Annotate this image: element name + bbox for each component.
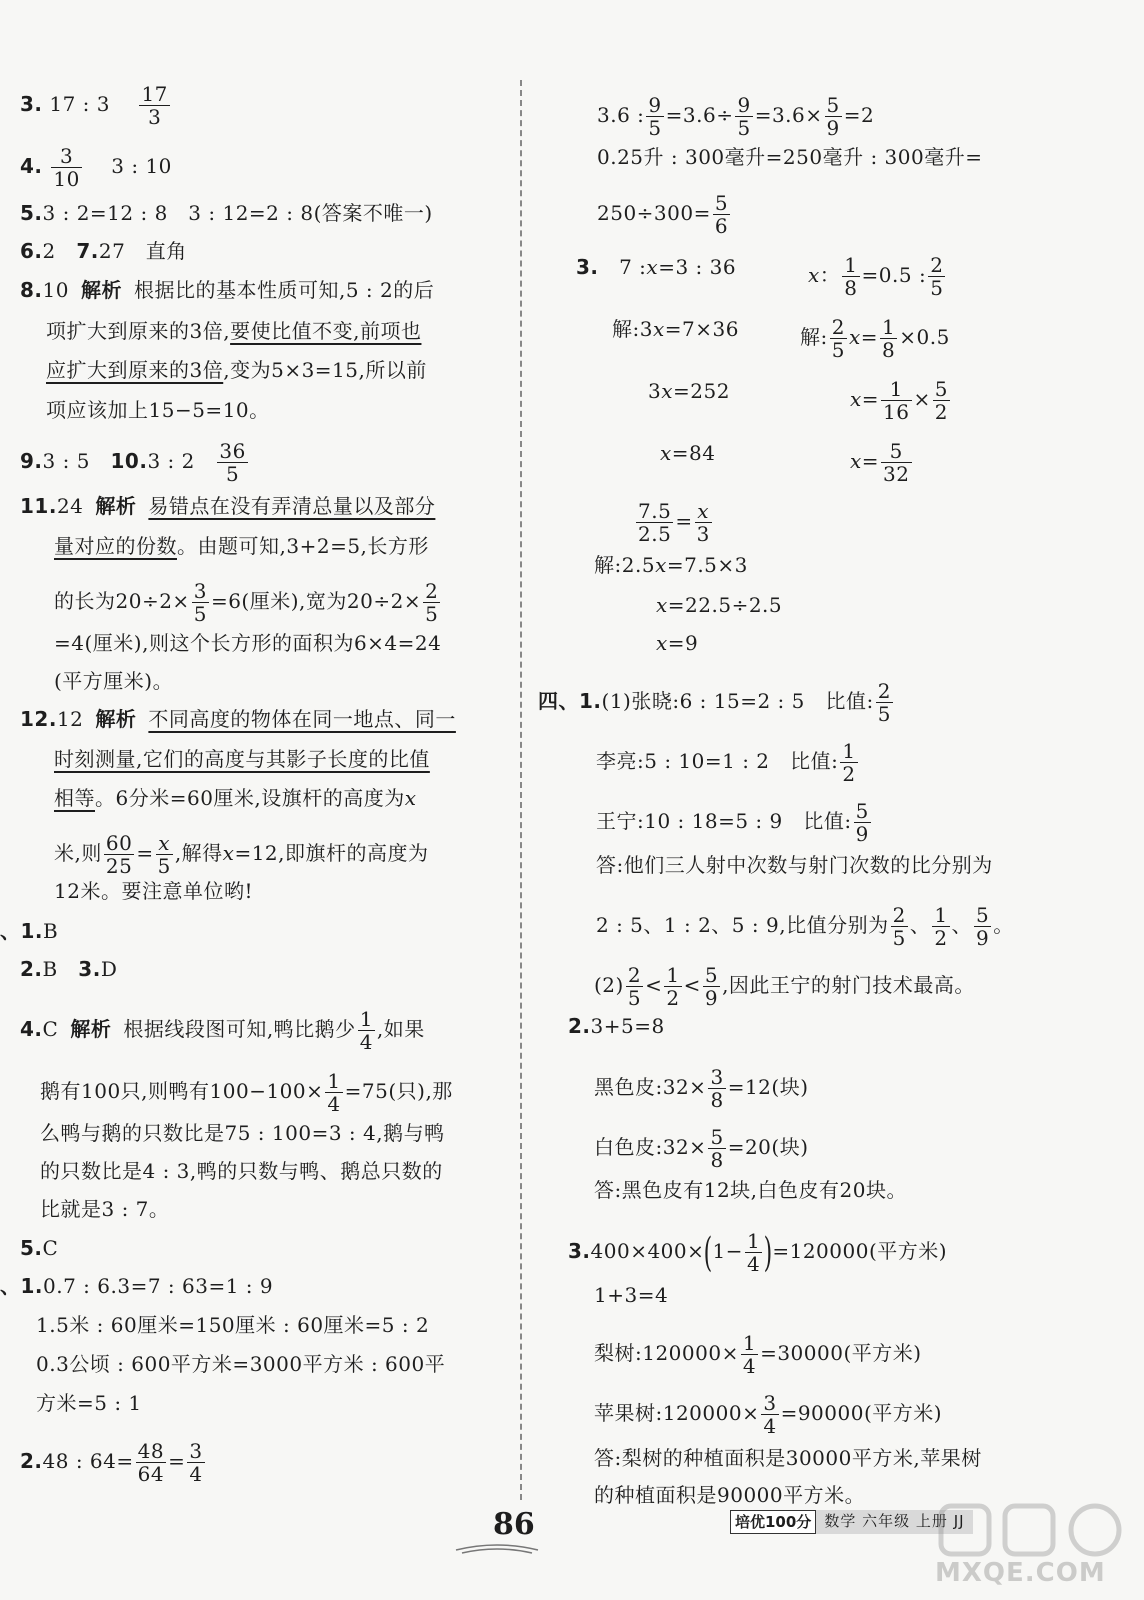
answer-l-q9-q10: 9.3 : 5 10.3 : 2 $\frac{36}{5}$	[20, 439, 246, 486]
answer-l-q6-q7: 6.2 7.27 直角	[20, 239, 187, 263]
brand-logo: 培优100分	[730, 1510, 816, 1534]
answer-l-q3: 3. 17 : 3 $\frac{17}{3}$	[20, 82, 168, 129]
answer-r-ratio-line2: 0.25升 : 300毫升=250毫升 : 300毫升=	[597, 145, 983, 169]
page-number: 86	[493, 1507, 535, 1542]
column-divider	[520, 80, 522, 1500]
answer-r-ratio-line3: 250÷300= $\frac{5}{6}$	[597, 191, 729, 238]
answer-l-q4: 4. $\frac{3}{10}$ 3 : 10	[20, 144, 172, 191]
fraction: $\frac{36}{5}$	[219, 439, 246, 486]
book-info: 数学 六年级 上册 JJ	[816, 1510, 972, 1534]
watermark-url: MXQE.COM	[935, 1558, 1106, 1588]
fraction: $\frac{17}{3}$	[141, 82, 168, 129]
answer-l-q5: 5.3 : 2=12 : 8 3 : 12=2 : 8(答案不唯一)	[20, 201, 433, 225]
swoosh-ornament-icon	[452, 1540, 542, 1556]
fraction: $\frac{3}{10}$	[53, 144, 80, 191]
watermark-logo-icon	[935, 1500, 1135, 1560]
watermark	[935, 1500, 1135, 1595]
answer-r-ratio-line1: 3.6 : $\frac{9}{5}$ =3.6÷ $\frac{9}{5}$ =3.6× $\frac{5}{9}$ =2	[597, 93, 875, 140]
